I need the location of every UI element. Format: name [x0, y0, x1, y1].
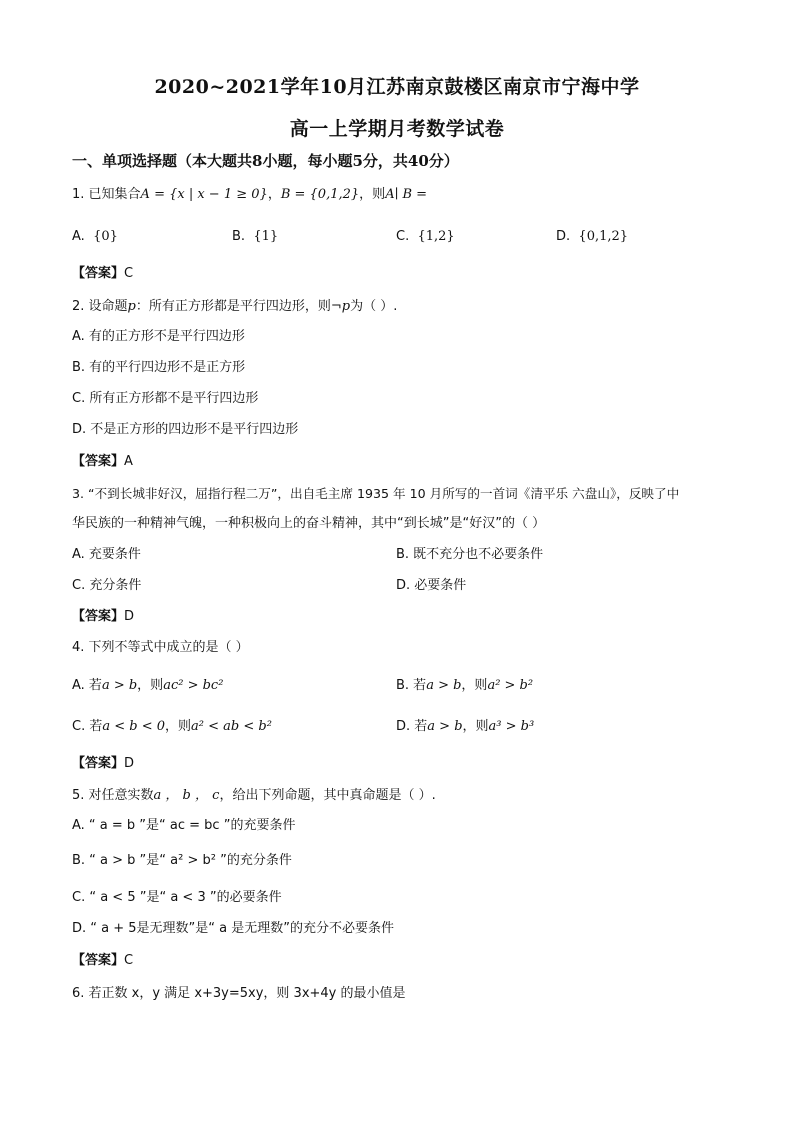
q1-option-b-label: B.	[232, 229, 246, 244]
q2-stem-c: 为（ ）.	[350, 299, 398, 314]
q1-prefix: 1. 已知集合	[72, 187, 141, 202]
q1-option-a	[72, 228, 118, 246]
q5-stem-b: ，给出下列命题，其中真命题是（ ）.	[219, 788, 436, 803]
q1-option-c-value: {1,2}	[417, 229, 455, 244]
q4-b-pre: B. 若	[396, 678, 427, 693]
q4-d-cond: a > b	[427, 719, 463, 734]
q1-option-b	[232, 228, 278, 246]
q5-option-d: D. “ a + 5是无理数”是“ a 是无理数”的充分不必要条件	[72, 921, 394, 936]
q4-option-a	[72, 677, 223, 695]
q5-answer-label: 【答案】	[72, 953, 125, 968]
q2-answer	[72, 453, 133, 471]
q2-notp: ¬p	[330, 299, 351, 314]
q2-option-c: C. 所有正方形都不是平行四边形	[72, 391, 259, 406]
q1-answer	[72, 265, 133, 283]
q2-stem-b: ：所有正方形都是平行四边形，则	[135, 299, 331, 314]
question-4-stem: 4. 下列不等式中成立的是（ ）	[72, 640, 249, 655]
q4-d-pre: D. 若	[396, 719, 428, 734]
q1-option-c-label: C.	[396, 229, 410, 244]
q4-answer	[72, 755, 134, 773]
question-3-stem-line1: 3. “不到长城非好汉，屈指行程二万”，出自毛主席 1935 年 10 月所写的一首词《清平乐 六盘山》，反映了中	[72, 486, 680, 501]
q3-option-b: B. 既不充分也不必要条件	[396, 547, 544, 562]
q5-answer	[72, 952, 133, 970]
q4-d-mid: ，则	[462, 719, 489, 734]
q1-answer-label: 【答案】	[72, 266, 125, 281]
q3-option-c: C. 充分条件	[72, 578, 142, 593]
q4-option-c	[72, 718, 272, 736]
q1-option-d-value: {0,1,2}	[578, 229, 629, 244]
q3-option-d: D. 必要条件	[396, 578, 467, 593]
q1-option-a-label: A.	[72, 229, 85, 244]
exam-title-line2: 高一上学期月考数学试卷	[289, 118, 505, 140]
q3-option-a: A. 充要条件	[72, 547, 141, 562]
q2-p: p	[127, 299, 136, 314]
q3-answer	[72, 608, 134, 626]
q4-a-mid: ，则	[137, 678, 164, 693]
question-6-stem: 6. 若正数 x，y 满足 x+3y=5xy，则 3x+4y 的最小值是	[72, 986, 406, 1001]
q4-a-cond: a > b	[101, 678, 138, 693]
q2-option-d: D. 不是正方形的四边形不是平行四边形	[72, 422, 299, 437]
q3-answer-label: 【答案】	[72, 609, 125, 624]
q5-option-c: C. “ a < 5 ”是“ a < 3 ”的必要条件	[72, 890, 282, 905]
exam-title-line1: 2020~2021学年10月江苏南京鼓楼区南京市宁海中学	[154, 76, 640, 98]
q1-option-d	[556, 228, 628, 246]
question-2-stem	[72, 298, 397, 316]
q1-answer-value: C	[124, 266, 134, 281]
q1-set-a: A = {x | x − 1 ≥ 0}	[140, 187, 268, 202]
section-heading: 一、单项选择题（本大题共8小题，每小题5分，共40分）	[72, 152, 459, 170]
q4-a-res: ac² > bc²	[163, 678, 224, 693]
q1-sep: ，	[267, 187, 281, 202]
q5-answer-value: C	[124, 953, 134, 968]
q2-option-b: B. 有的平行四边形不是正方形	[72, 360, 246, 375]
q4-c-mid: ，则	[165, 719, 192, 734]
q1-suffix: ，则	[359, 187, 386, 202]
q1-set-b: B = {0,1,2}	[280, 187, 360, 202]
q4-b-cond: a > b	[426, 678, 462, 693]
q2-stem-a: 2. 设命题	[72, 299, 128, 314]
q1-option-d-label: D.	[556, 229, 571, 244]
q4-c-pre: C. 若	[72, 719, 103, 734]
question-5-stem	[72, 787, 436, 805]
q4-b-res: a² > b²	[487, 678, 534, 693]
q3-answer-value: D	[124, 609, 135, 624]
question-3-stem-line2: 华民族的一种精神气魄，一种积极向上的奋斗精神，其中“到长城”是“好汉”的（ ）	[72, 516, 546, 531]
q1-expr: A∣ B =	[385, 187, 428, 202]
q1-option-a-value: {0}	[93, 229, 118, 244]
q5-vars: a ， b ， c	[153, 788, 220, 803]
q2-option-a: A. 有的正方形不是平行四边形	[72, 329, 245, 344]
q4-answer-label: 【答案】	[72, 756, 125, 771]
q4-option-d	[396, 718, 534, 736]
q4-a-pre: A. 若	[72, 678, 102, 693]
question-1-stem	[72, 186, 427, 204]
q4-answer-value: D	[124, 756, 135, 771]
q4-option-b	[396, 677, 533, 695]
q2-answer-label: 【答案】	[72, 454, 125, 469]
q4-d-res: a³ > b³	[488, 719, 535, 734]
q4-b-mid: ，则	[461, 678, 488, 693]
q5-option-b: B. “ a > b ”是“ a² > b² ”的充分条件	[72, 853, 292, 868]
q2-answer-value: A	[124, 454, 133, 469]
q1-option-b-value: {1}	[253, 229, 279, 244]
q4-c-cond: a < b < 0	[102, 719, 166, 734]
q1-option-c	[396, 228, 455, 246]
q5-option-a: A. “ a = b ”是“ ac = bc ”的充要条件	[72, 818, 296, 833]
q5-stem-a: 5. 对任意实数	[72, 788, 154, 803]
q4-c-res: a² < ab < b²	[191, 719, 272, 734]
